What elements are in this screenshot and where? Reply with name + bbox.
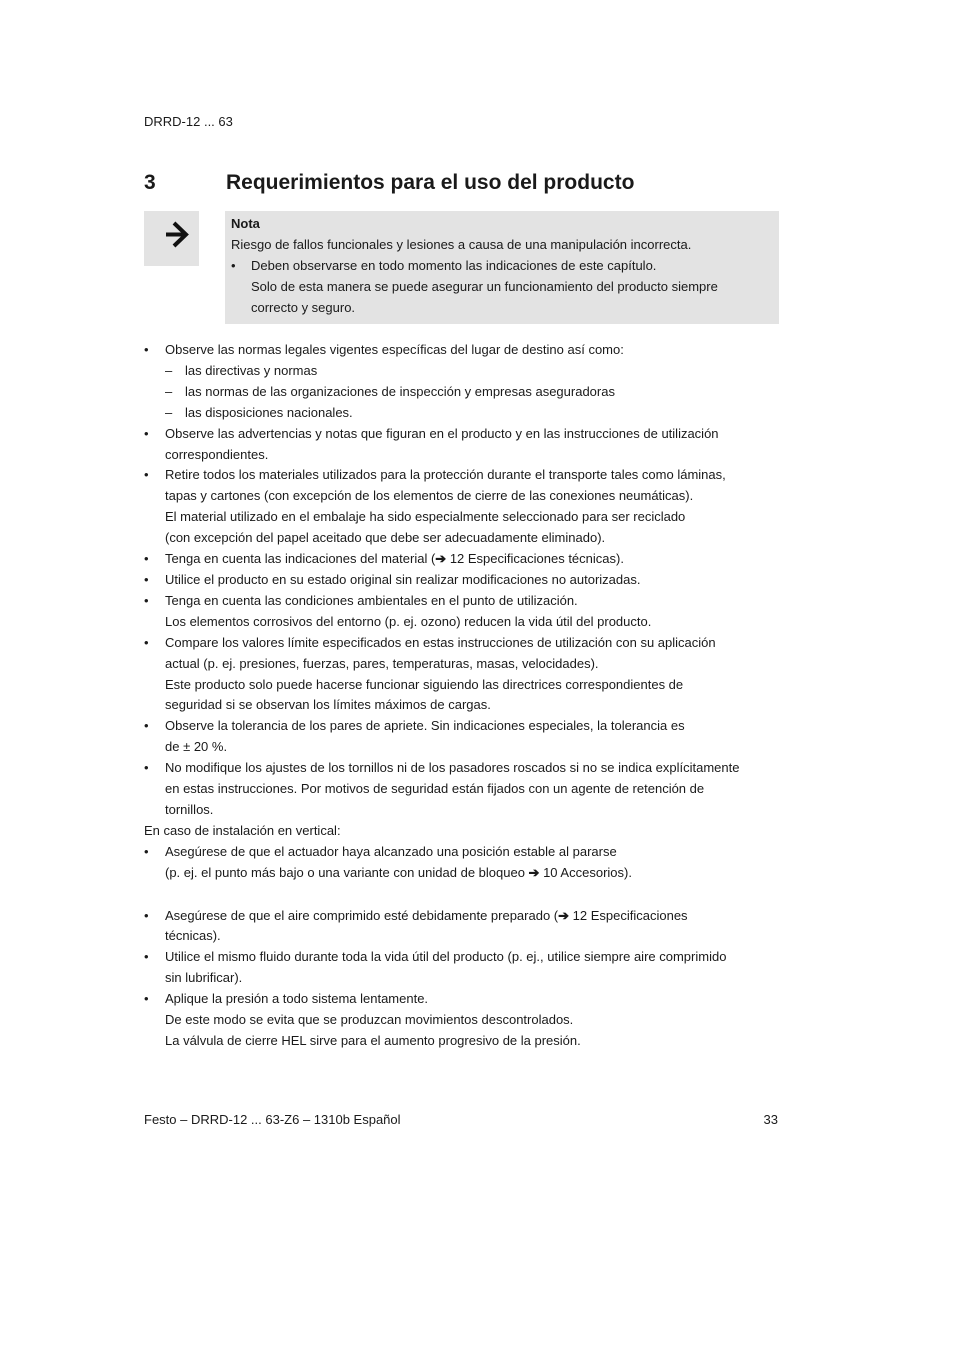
- list-item: [144, 633, 784, 717]
- list-item-text: en estas instrucciones. Por motivos de seguridad están fijados con un agente de retención de: [165, 781, 705, 797]
- text-fragment: Tenga en cuenta las indicaciones del material (: [165, 551, 436, 567]
- list-item-text: [165, 906, 784, 927]
- list-item-text: tapas y cartones (con excepción de los elementos de cierre de las conexiones neumáticas).: [165, 488, 694, 504]
- sub-list-item: [144, 403, 784, 424]
- list-item: [144, 758, 784, 821]
- list-item-text: Observe las advertencias y notas que figuran en el producto y en las instrucciones de utilización: [165, 425, 719, 441]
- note-title: Nota: [231, 216, 260, 231]
- bullet-symbol: •: [144, 907, 149, 923]
- bullet-symbol: •: [144, 718, 149, 734]
- list-item-text: Observe la tolerancia de los pares de apriete. Sin indicaciones especiales, la tolerancia es: [165, 718, 685, 734]
- bullet-symbol: •: [231, 258, 236, 273]
- sub-list-item-text: las directivas y normas: [185, 362, 318, 378]
- list-item-text: Asegúrese de que el actuador haya alcanzado una posición estable al pararse: [165, 843, 617, 859]
- bullet-symbol: •: [144, 467, 149, 483]
- text-fragment: Asegúrese de que el aire comprimido esté debidamente preparado (: [165, 907, 559, 923]
- cross-reference-link[interactable]: 12 Especificaciones: [572, 907, 688, 923]
- list-item: [144, 340, 784, 361]
- note-bullet-line: correcto y seguro.: [251, 300, 356, 315]
- list-item: [144, 570, 784, 591]
- sub-list-item: [144, 361, 784, 382]
- page-footer: [144, 1110, 778, 1130]
- section-heading: Requerimientos para el uso del producto: [226, 171, 635, 194]
- reference-arrow-icon: ➔: [435, 551, 447, 567]
- list-item-text: tornillos.: [165, 801, 214, 817]
- list-item-text: No modifique los ajustes de los tornillos ni de los pasadores roscados si no se indica explícitamente: [165, 760, 740, 776]
- bullet-symbol: •: [144, 949, 149, 965]
- note-bullet-line: Deben observarse en todo momento las indicaciones de este capítulo.: [251, 258, 657, 273]
- list-item: [144, 906, 784, 948]
- requirements-list: [144, 340, 784, 1052]
- cross-reference-link[interactable]: 12 Especificaciones técnicas).: [449, 551, 624, 567]
- bullet-symbol: •: [144, 760, 149, 776]
- list-item: [144, 947, 784, 989]
- list-item-text: de ± 20 %.: [165, 739, 228, 755]
- sub-list-item: [144, 382, 784, 403]
- sub-list-item-text: las normas de las organizaciones de inspección y empresas aseguradoras: [185, 383, 615, 399]
- dash-symbol: –: [165, 404, 173, 420]
- list-item-text: Retire todos los materiales utilizados para la protección durante el transporte tales como láminas,: [165, 467, 726, 483]
- note-bullet: [231, 255, 771, 318]
- list-item-text: La válvula de cierre HEL sirve para el aumento progresivo de la presión.: [165, 1033, 581, 1048]
- page-number: 33: [763, 1112, 778, 1127]
- bullet-symbol: •: [144, 634, 149, 650]
- list-item-text: [165, 863, 784, 884]
- footer-doc-info: Festo – DRRD-12 ... 63-Z6 – 1310b Español: [144, 1112, 401, 1127]
- list-item-text: [165, 549, 784, 570]
- note-bullet-line: Solo de esta manera se puede asegurar un funcionamiento del producto siempre: [251, 279, 718, 294]
- list-item-text: actual (p. ej. presiones, fuerzas, pares, temperaturas, masas, velocidades).: [165, 655, 599, 671]
- note-box: [225, 211, 779, 324]
- reference-arrow-icon: ➔: [528, 864, 540, 880]
- list-item-text: Utilice el mismo fluido durante toda la vida útil del producto (p. ej., utilice siempre aire comprimido: [165, 949, 727, 965]
- list-item-text: El material utilizado en el embalaje ha sido especialmente seleccionado para ser reciclado: [165, 509, 686, 525]
- list-item: [144, 424, 784, 466]
- spacer: [144, 884, 784, 906]
- sub-list-item-text: las disposiciones nacionales.: [185, 404, 353, 420]
- list-item-text: Aplique la presión a todo sistema lentamente.: [165, 991, 429, 1007]
- list-item: [144, 591, 784, 633]
- list-item-text: Tenga en cuenta las condiciones ambientales en el punto de utilización.: [165, 592, 578, 608]
- reference-arrow-icon: ➔: [558, 907, 570, 923]
- list-item-text: Observe las normas legales vigentes específicas del lugar de destino así como:: [165, 342, 624, 357]
- note-icon-box: [144, 211, 199, 266]
- note-text: Riesgo de fallos funcionales y lesiones a causa de una manipulación incorrecta.: [231, 237, 692, 252]
- vertical-installation-intro: En caso de instalación en vertical:: [144, 822, 341, 838]
- dash-symbol: –: [165, 362, 173, 378]
- dash-symbol: –: [165, 383, 173, 399]
- list-item: [144, 549, 784, 570]
- list-item-text: Los elementos corrosivos del entorno (p. ej. ozono) reducen la vida útil del producto.: [165, 613, 652, 629]
- bullet-symbol: •: [144, 551, 149, 567]
- section-number: 3: [144, 171, 156, 194]
- page-header: DRRD-12 ... 63: [144, 114, 233, 129]
- text-fragment: (p. ej. el punto más bajo o una variante con unidad de bloqueo: [165, 864, 529, 880]
- bullet-symbol: •: [144, 991, 149, 1007]
- bullet-symbol: •: [144, 592, 149, 608]
- bullet-symbol: •: [144, 342, 149, 357]
- list-item-text: Este producto solo puede hacerse funcionar siguiendo las directrices correspondientes de: [165, 676, 684, 692]
- list-item-text: técnicas).: [165, 928, 221, 944]
- list-item-text: Compare los valores límite especificados en estas instrucciones de utilización con su aplicación: [165, 634, 716, 650]
- list-item: [144, 842, 784, 884]
- list-item-text: seguridad si se observan los límites máximos de cargas.: [165, 697, 491, 713]
- bullet-symbol: •: [144, 425, 149, 441]
- list-item-text: (con excepción del papel aceitado que debe ser adecuadamente eliminado).: [165, 530, 606, 546]
- list-item-text: correspondientes.: [165, 446, 269, 462]
- list-item-text: sin lubrificar).: [165, 970, 243, 986]
- list-item: [144, 716, 784, 758]
- list-item: [144, 465, 784, 549]
- arrow-right-icon: [166, 221, 190, 248]
- cross-reference-link[interactable]: 10 Accesorios).: [543, 864, 632, 880]
- list-item: [144, 989, 784, 1052]
- list-item-text: De este modo se evita que se produzcan movimientos descontrolados.: [165, 1012, 574, 1028]
- bullet-symbol: •: [144, 571, 149, 587]
- bullet-symbol: •: [144, 843, 149, 859]
- list-item-text: Utilice el producto en su estado original sin realizar modificaciones no autorizadas.: [165, 571, 641, 587]
